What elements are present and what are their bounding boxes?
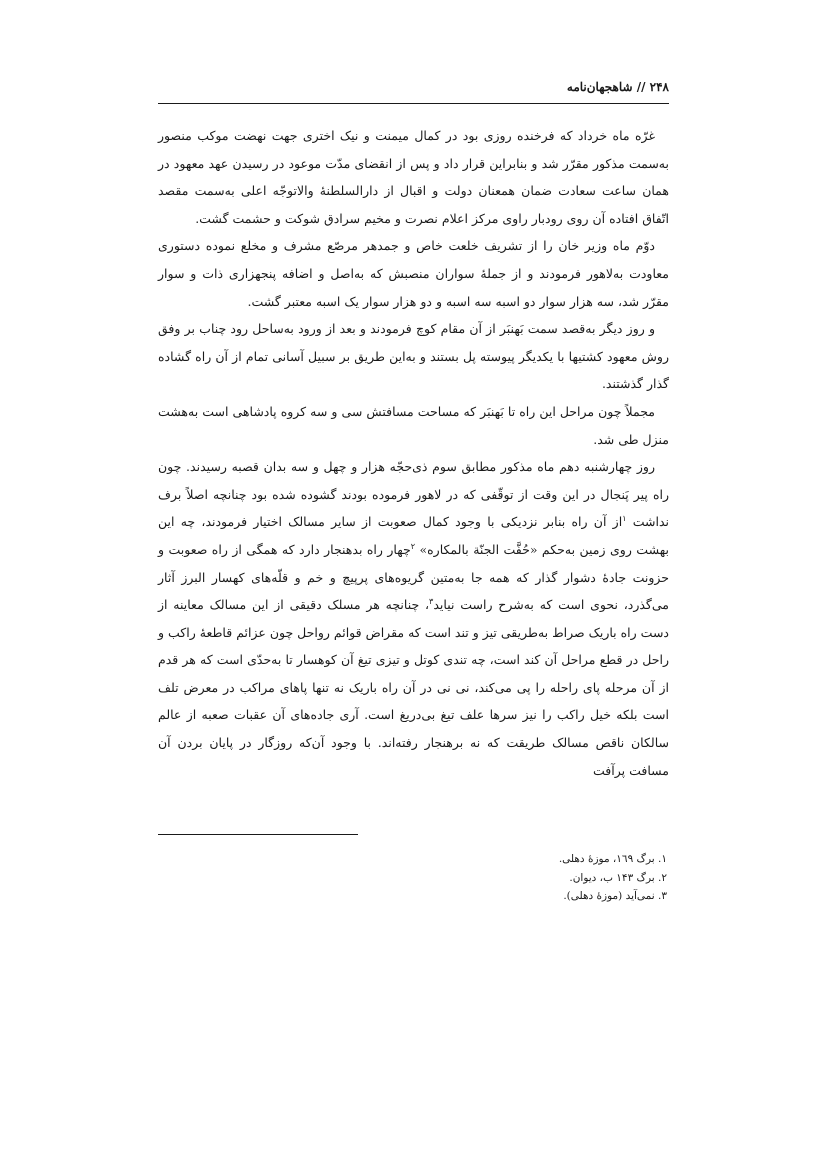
paragraph-5 <box>158 453 669 784</box>
paragraph-5-part-b: از آن راه بنابر نزدیکی با وجود کمال صعوبت از سایر مسالک اختیار فرمودند، چه این بهشت روی زمین به‌حکم «حُفَّت الجنّة بالمکاره» <box>158 514 669 557</box>
paragraph-3: و روز دیگر به‌قصد سمت بَهنبَر از آن مقام کوچ فرمودند و بعد از ورود به‌ساحل رود چناب بر وفق روش معهود کشتیها با یکدیگر پیوسته پل بستند و به‌این طریق بر سبیل آسانی تمام از آن راه گشاده گذار گذشتند. <box>158 321 669 392</box>
paragraph-5-part-a: روز چهارشنبه دهم ماه مذکور مطابق سوم ذی‌حجّه هزار و چهل و سه بدان قصبه رسیدند. چون راه پیر پَنجال در این وقت از توقّفی که در لاهور فرموده بودند گشوده شده بود چنانچه اصلاً برف نداشت <box>158 459 669 530</box>
footnote-1: ۱. برگ ۱٦۹، موزهٔ دهلی. <box>558 853 667 865</box>
footnote-ref-1: ۱ <box>622 514 627 524</box>
paragraph-5-part-d: ، چنانچه هر مسلک دقیقی از این مسالک معاینه از دست راه باریک صراط به‌طریقی تیز و تند است که مقراض قوائم رواحل چون عزائم قاطعهٔ راکب و راحل در قطع مراحل آن کند است، چه تندی کوتل و تیزی تیغ آن کوهسار تا به‌حدّی است که هر قدم از آن مرحله پای راحله را پی می‌کند، نی نی در آن راه باریک نه تنها پاهای مراکب در معرض تلف است بلکه خیل راکب را نیز سرها علف تیغ بی‌دریغ است. آری جاده‌های آن عقبات صعبه از عالم سالکان ناقص مسالک طریقت که نه برهنجار رفته‌اند. با وجود آن‌که روزگار در پایان بردن آن مسافت پرآفت <box>158 597 669 778</box>
paragraph-5-part-c: چهار راه بدهنجار دارد که همگی از راه صعوبت و حزونت جادهٔ دشوار گذار که همه جا به‌متین گریوه‌های پرپیچ و خم و قلّه‌های کهسار البرز آثار می‌گذرد، نحوی است که به‌شرح راست نیاید <box>158 541 669 613</box>
body-text <box>158 122 669 784</box>
footnote-3: ۳. نمی‌آید (موزهٔ دهلی). <box>563 890 667 902</box>
paragraph-2: دوّم ماه وزیر خان را از تشریف خلعت خاص و جمدهر مرصّع مشرف و مخلع نموده دستوری معاودت به‌لاهور فرمودند و از جملهٔ سواران منصبش که به‌اصل و اضافه پنجهزاری ذات و سوار مقرّر شد، سه هزار سوار دو اسبه سه اسبه و دو هزار سوار یک اسبه معتبر گشت. <box>158 238 669 309</box>
book-page <box>158 70 669 1070</box>
footnotes <box>158 850 669 906</box>
footnote-ref-3: ۳ <box>429 596 434 606</box>
footnote-2: ۲. برگ ۱۴۳ ب، دیوان. <box>569 871 667 884</box>
footnote-ref-2: ۲ <box>410 541 416 551</box>
footnote-rule <box>158 834 358 835</box>
paragraph-4: مجملاً چون مراحل این راه تا بَهنبَر که مساحت مسافتش سی و سه کروه پادشاهی است به‌هشت منزل طی شد. <box>158 403 669 447</box>
running-head: ۲۴۸ // شاهجهان‌نامه <box>566 80 669 94</box>
paragraph-1: غرّه ماه خرداد که فرخنده روزی بود در کمال میمنت و نیک اختری جهت نهضت موکب منصور به‌سمت مذکور مقرّر شد و بنابراین قرار داد و پس از انقضای مدّت موعود در رسیدن عهد معهود در همان ساعت سعادت ضمان همعنان دولت و اقبال از دارالسلطنهٔ والاتوجّه اعلی به‌سمت مقصد اتّفاق افتاده آن روی رودبار راوی مرکز اعلام نصرت و مخیم سرادق شوکت و حشمت گشت. <box>158 128 669 226</box>
header-rule <box>158 103 669 104</box>
